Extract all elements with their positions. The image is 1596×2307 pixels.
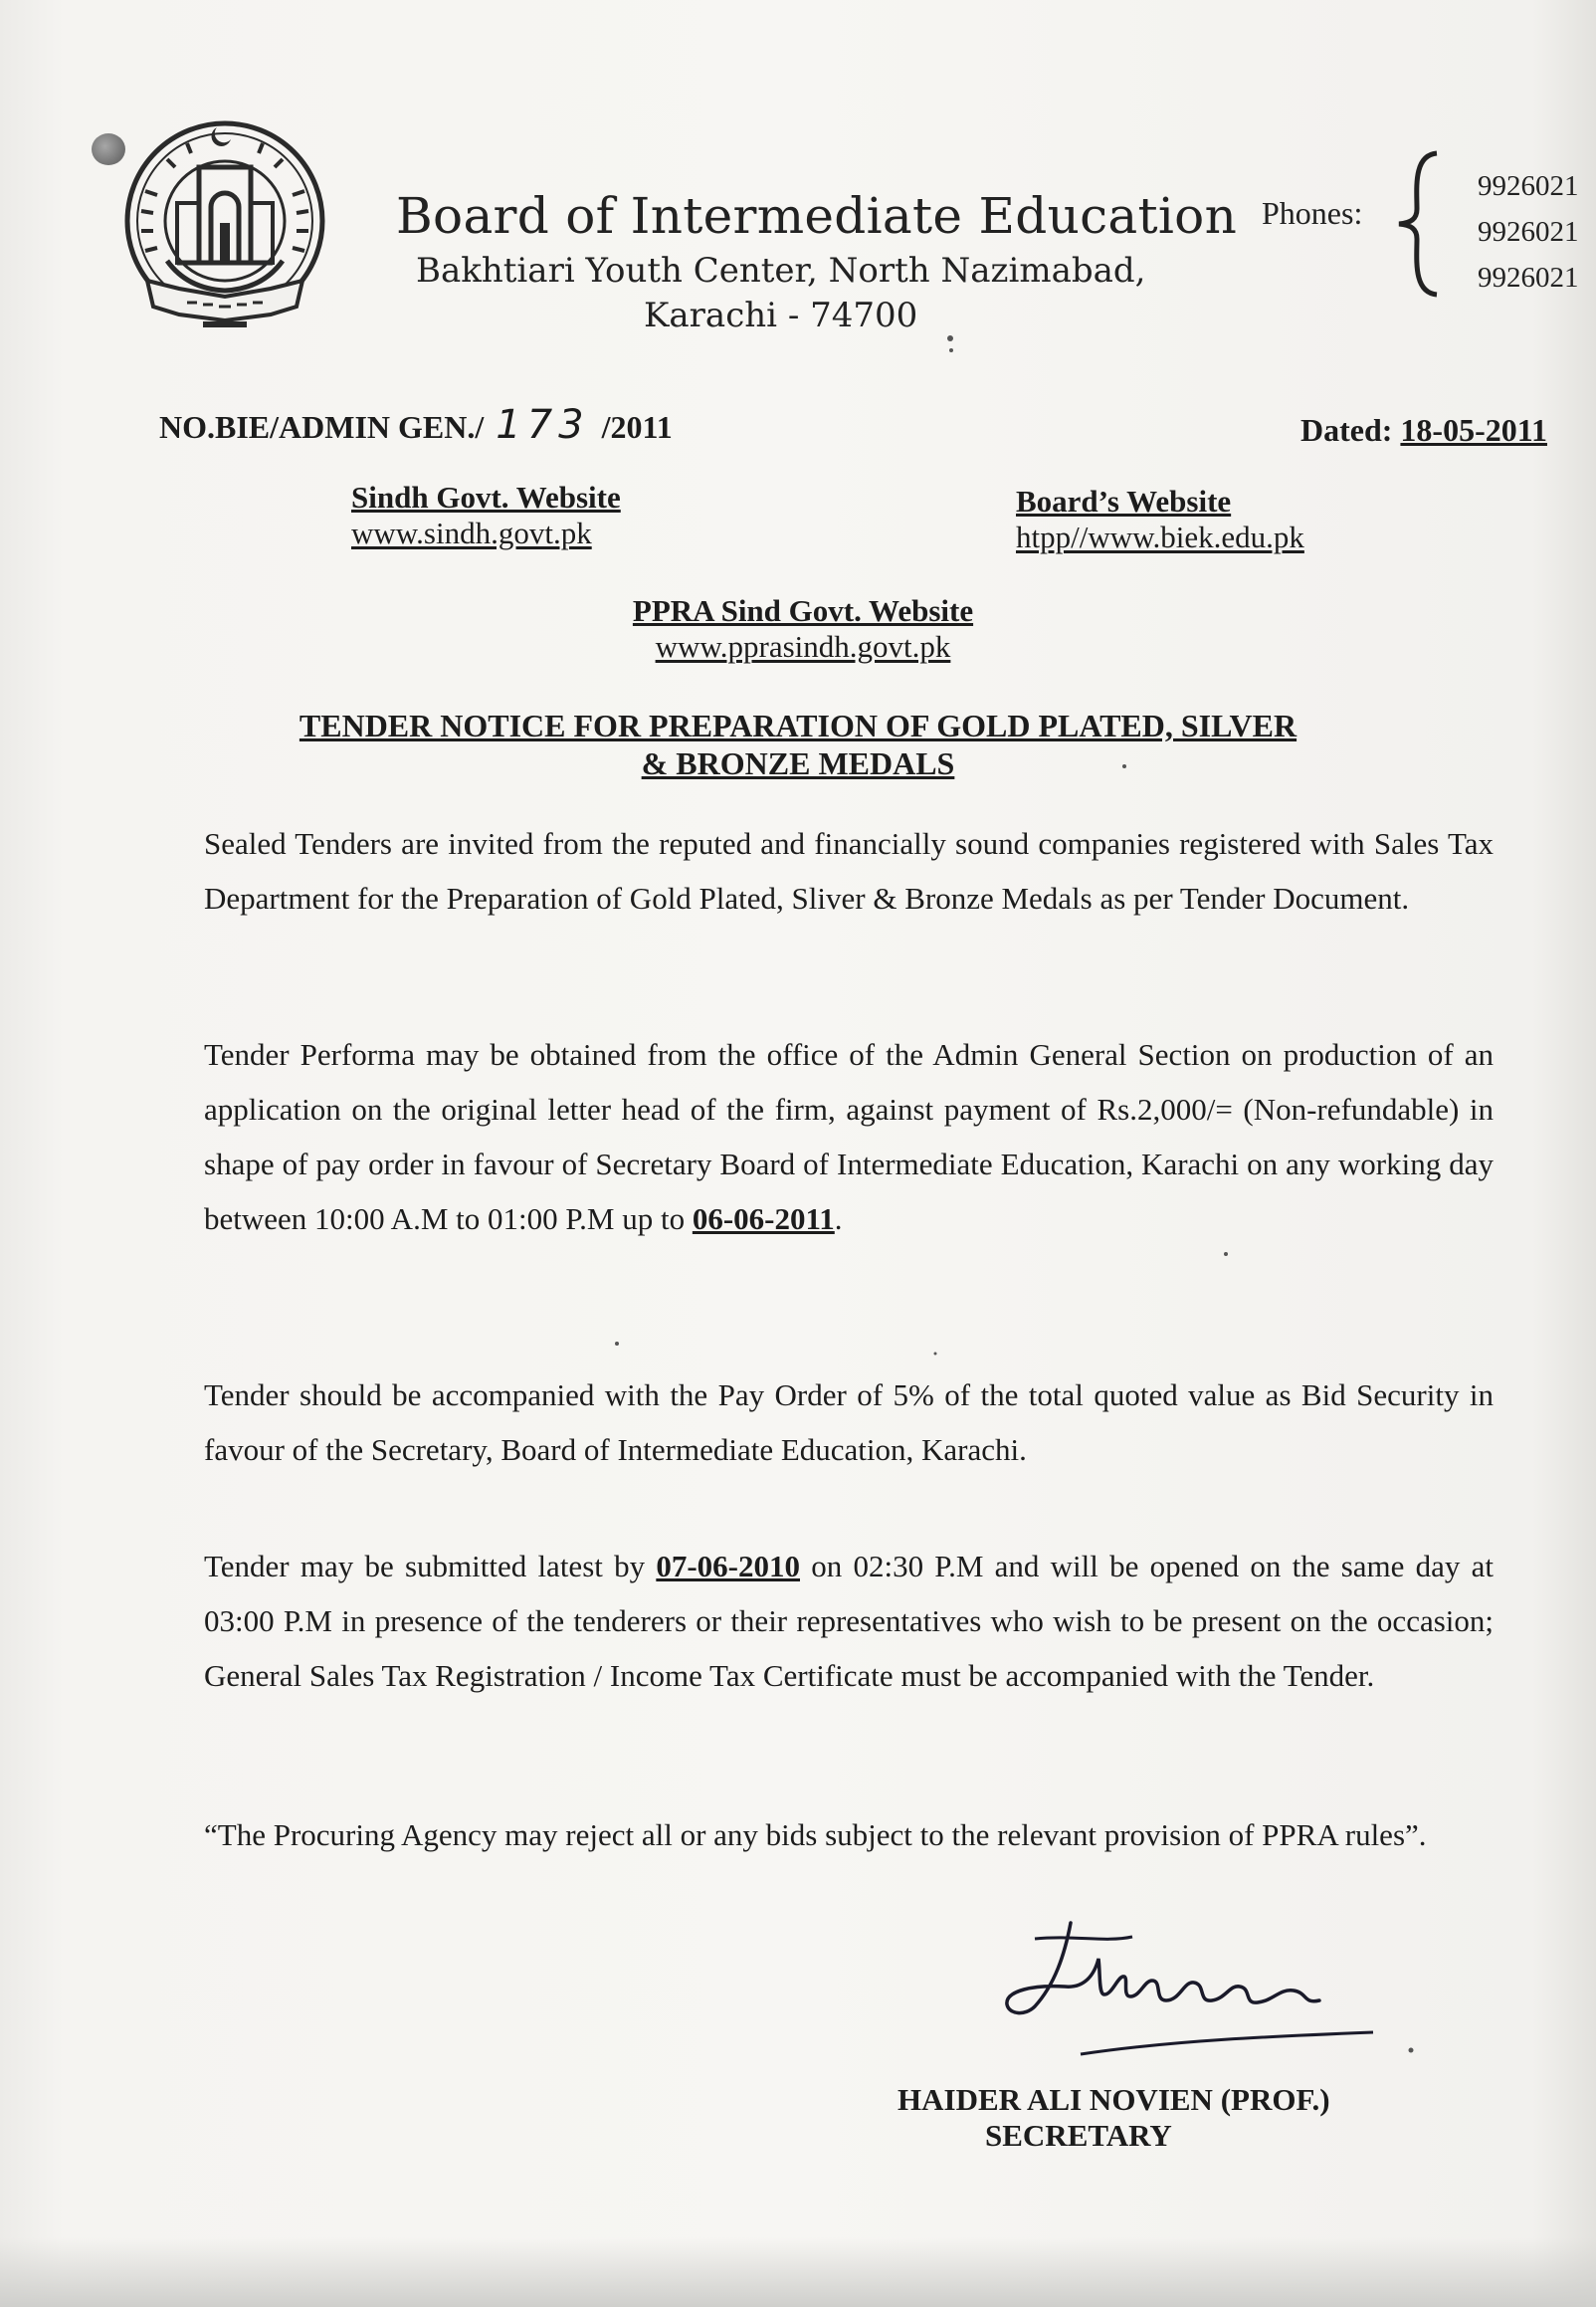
notice-title-line-1: TENDER NOTICE FOR PREPARATION OF GOLD PLATED, SILVER — [299, 708, 1297, 743]
seal-emblem-icon — [117, 111, 332, 340]
ppra-website-url: www.pprasindh.govt.pk — [655, 629, 951, 664]
dated-label: Dated: — [1300, 412, 1393, 448]
ppra-website-heading: PPRA Sind Govt. Website — [632, 593, 974, 628]
paragraph-ppra-rules: “The Procuring Agency may reject all or any bids subject to the relevant provision of PPRA rules”. — [204, 1817, 1427, 1852]
phone-number: 9926021 — [1478, 216, 1579, 248]
board-website-heading: Board’s Website — [1016, 484, 1232, 519]
reference-number — [159, 402, 673, 448]
paragraph-submission-start: Tender may be submitted latest by — [204, 1549, 657, 1583]
sindh-website-url: www.sindh.govt.pk — [351, 516, 592, 550]
paragraph-performa-text: Tender Performa may be obtained from the office of the Admin General Section on production of an application on the original letter head of the firm, against payment of Rs.2,000/= (Non-refundable) in shape of pay order in favour of Secretary Board of Intermediate Education, Karachi on any working day between 10:00 A.M to 01:00 P.M up to — [204, 1037, 1494, 1236]
paragraph-performa-end: . — [834, 1201, 843, 1236]
paragraph-submission-rest: on 02:30 P.M and will be opened on the same day at 03:00 P.M in presence of the tenderers or their representatives who wish to be present on the occasion; General Sales Tax Registration / Income Tax Certificate must be accompanied with the Tender. — [204, 1549, 1494, 1693]
notice-title-line-2: & BRONZE MEDALS — [641, 745, 955, 781]
sindh-website-heading: Sindh Govt. Website — [351, 480, 621, 515]
reference-prefix: NO.BIE/ADMIN GEN./ — [159, 409, 485, 445]
paragraph-invitation: Sealed Tenders are invited from the reputed and financially sound companies registered with Sales Tax Department for the Preparation of Gold Plated, Sliver & Bronze Medals as per Tender Document. — [204, 826, 1494, 916]
paragraph-performa — [204, 1027, 1494, 1246]
sindh-website-block — [351, 480, 621, 551]
handwritten-reference-number: 173 — [496, 402, 590, 448]
reference-suffix: /2011 — [601, 409, 673, 445]
org-name: Board of Intermediate Education — [396, 187, 1238, 245]
dated-value: 18-05-2011 — [1400, 412, 1547, 448]
phones-label: Phones: — [1262, 195, 1363, 231]
phone-number: 9926021 — [1478, 262, 1579, 294]
address-line-1: Bakhtiari Youth Center, North Nazimabad, — [416, 251, 1146, 291]
board-website-url: htpp//www.biek.edu.pk — [1016, 520, 1304, 554]
date-line — [1300, 412, 1547, 449]
address-line-2: Karachi - 74700 — [644, 296, 918, 335]
phone-number: 9926021 — [1478, 170, 1579, 202]
performa-deadline-date: 06-06-2011 — [692, 1201, 835, 1236]
handwritten-signature-icon — [995, 1915, 1433, 2064]
paragraph-submission — [204, 1539, 1494, 1703]
notice-title — [0, 707, 1596, 782]
ppra-website-block — [0, 593, 1596, 665]
curly-brace-icon — [1393, 149, 1447, 299]
phone-numbers — [1478, 163, 1579, 301]
signatory-name: HAIDER ALI NOVIEN (PROF.) — [898, 2082, 1330, 2117]
signatory-title: SECRETARY — [985, 2118, 1172, 2153]
submission-date: 07-06-2010 — [656, 1549, 800, 1583]
paragraph-bid-security: Tender should be accompanied with the Pay Order of 5% of the total quoted value as Bid Security in favour of the Secretary, Board of Intermediate Education, Karachi. — [204, 1377, 1494, 1467]
page-edge-shadow — [0, 2237, 1596, 2307]
board-website-block — [1016, 484, 1304, 555]
